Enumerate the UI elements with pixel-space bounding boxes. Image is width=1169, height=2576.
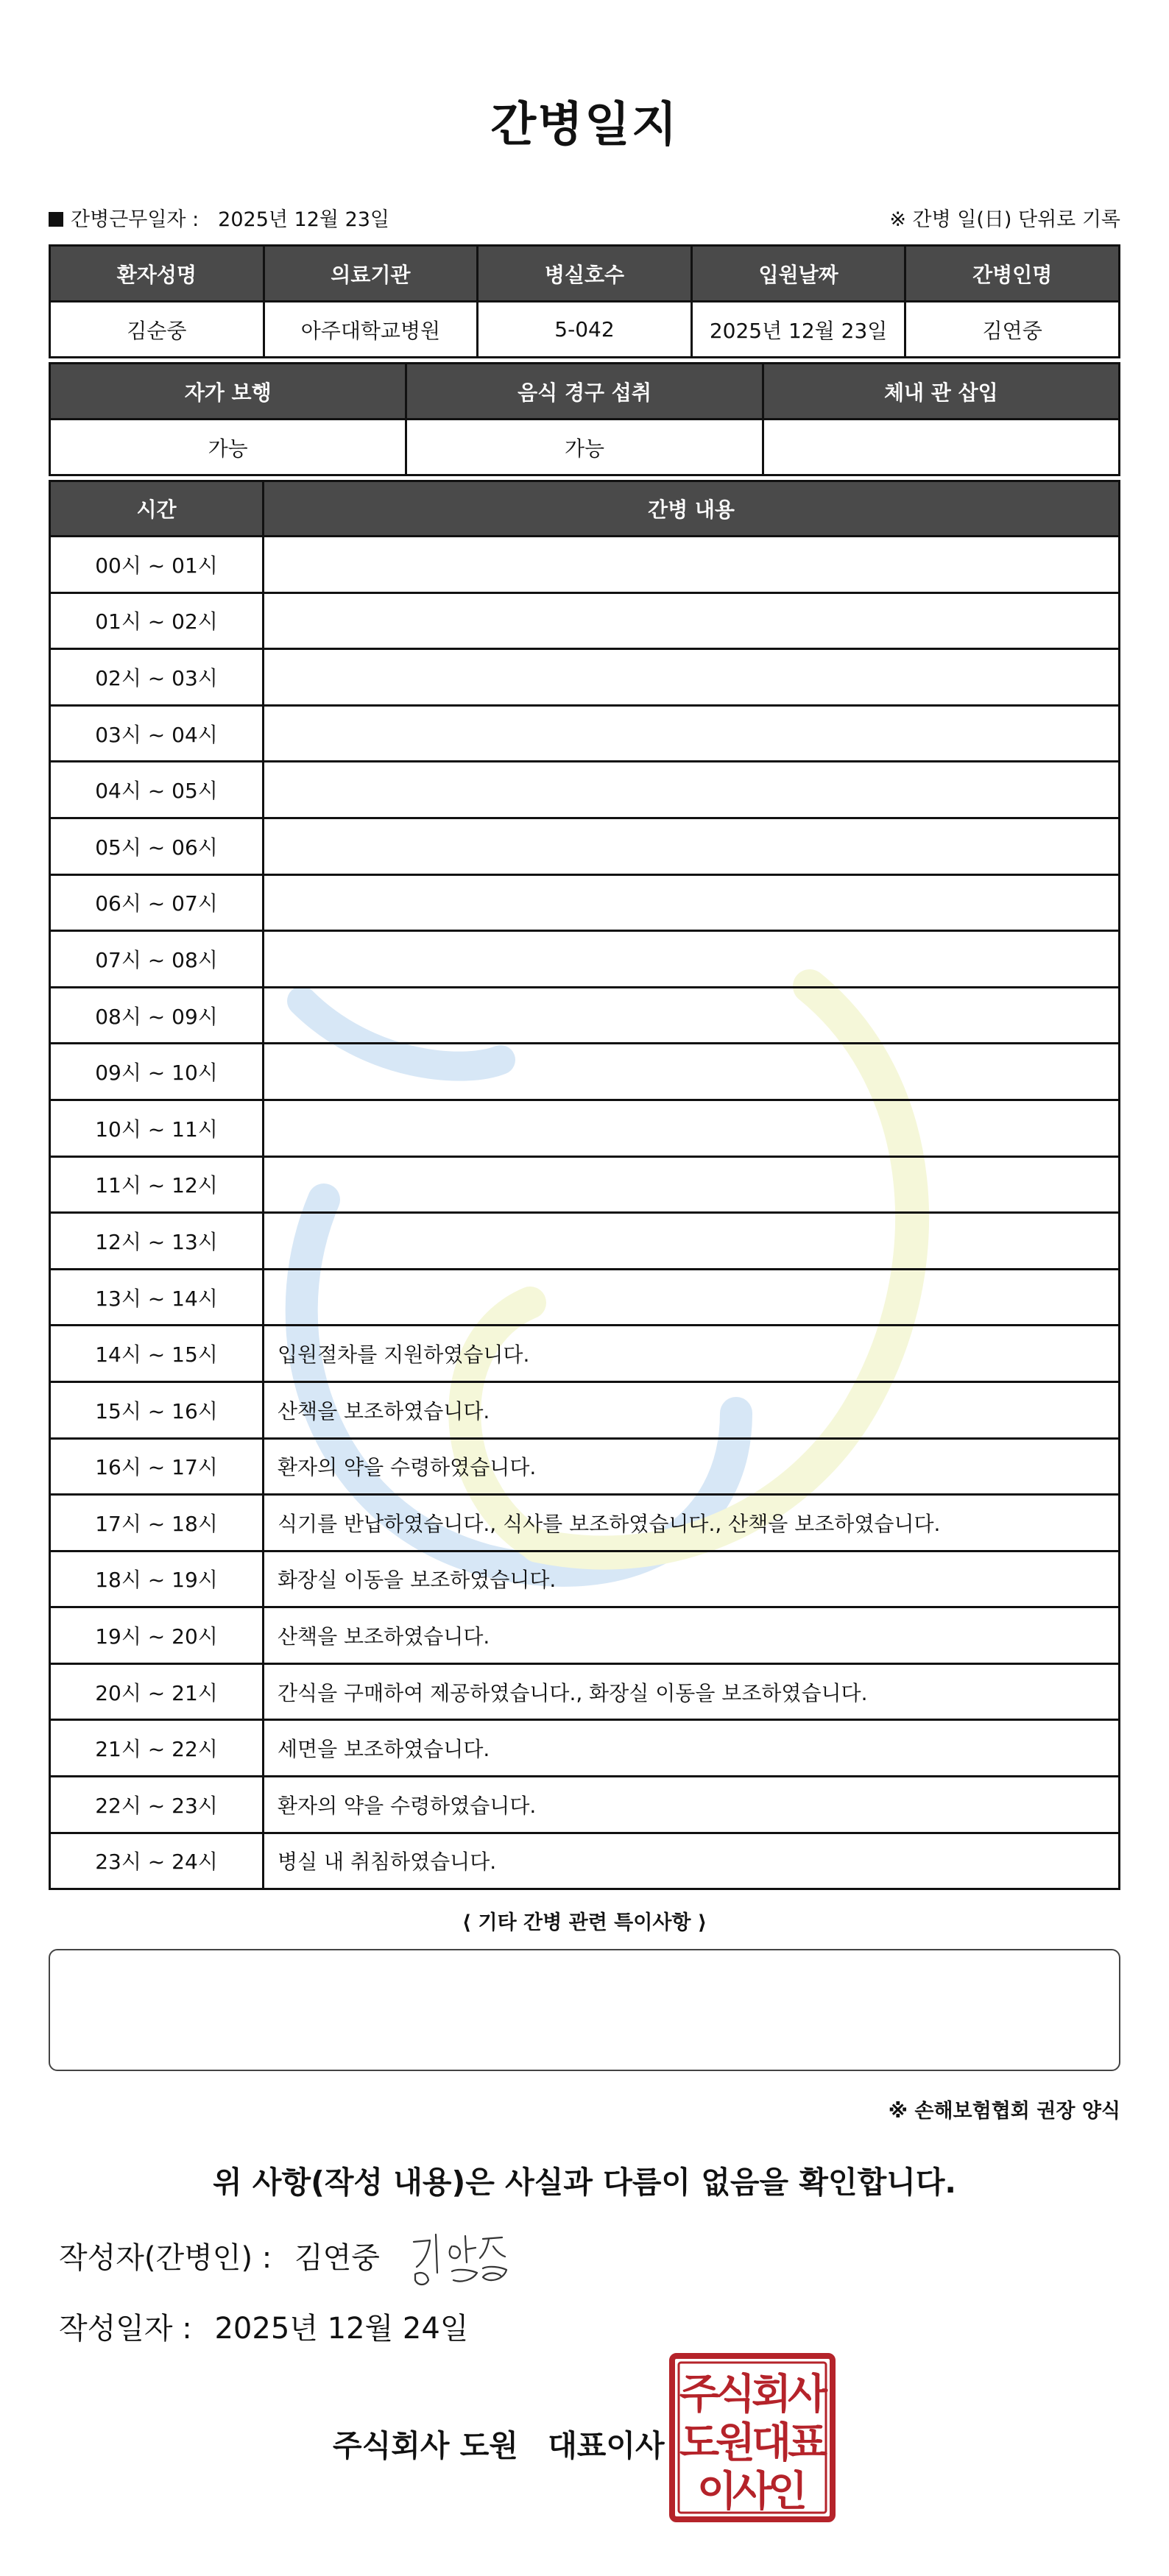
time-cell: 00시 ~ 01시	[50, 537, 264, 593]
care-content-cell	[264, 1213, 1120, 1270]
time-cell: 12시 ~ 13시	[50, 1213, 264, 1270]
caregiver-name-cell: 김연중	[905, 302, 1120, 358]
time-cell: 20시 ~ 21시	[50, 1663, 264, 1720]
header-tube-insertion: 체내 관 삽입	[763, 364, 1119, 420]
care-content-cell: 입원절차를 지원하였습니다.	[264, 1326, 1120, 1382]
table-row	[50, 1607, 1120, 1664]
table-row	[50, 420, 1120, 475]
svg-text:주: 주	[679, 2371, 720, 2418]
time-cell: 16시 ~ 17시	[50, 1438, 264, 1495]
header-admission-date: 입원날짜	[691, 246, 905, 302]
time-cell: 10시 ~ 11시	[50, 1100, 264, 1156]
writer-name: 김연중	[294, 2241, 380, 2275]
svg-text:인: 인	[767, 2468, 808, 2516]
header-hospital: 의료기관	[264, 246, 478, 302]
time-cell: 09시 ~ 10시	[50, 1044, 264, 1100]
table-row	[50, 302, 1120, 358]
care-content-cell	[264, 705, 1120, 762]
svg-text:대: 대	[751, 2419, 792, 2467]
time-cell: 06시 ~ 07시	[50, 874, 264, 931]
time-cell: 19시 ~ 20시	[50, 1607, 264, 1664]
time-cell: 18시 ~ 19시	[50, 1551, 264, 1607]
table-row	[50, 931, 1120, 988]
table-row	[50, 649, 1120, 706]
oral-intake-cell: 가능	[406, 420, 763, 475]
care-content-cell	[264, 649, 1120, 706]
writer-label: 작성자(간병인) :	[59, 2241, 272, 2275]
room-number-cell: 5-042	[478, 302, 692, 358]
write-date-value: 2025년 12월 24일	[214, 2312, 469, 2346]
care-content-cell: 식기를 반납하였습니다., 식사를 보조하였습니다., 산책을 보조하였습니다.	[264, 1495, 1120, 1551]
table-row	[50, 1495, 1120, 1551]
tube-insertion-cell	[763, 420, 1119, 475]
time-cell: 17시 ~ 18시	[50, 1495, 264, 1551]
table-row	[50, 1156, 1120, 1213]
time-cell: 02시 ~ 03시	[50, 649, 264, 706]
time-cell: 05시 ~ 06시	[50, 818, 264, 874]
record-unit-note: ※ 간병 일(日) 단위로 기록	[889, 208, 1120, 231]
table-row	[50, 1663, 1120, 1720]
time-cell: 23시 ~ 24시	[50, 1833, 264, 1889]
company-title: 대표이사	[548, 2428, 665, 2463]
svg-text:사: 사	[787, 2371, 828, 2418]
table-row	[50, 705, 1120, 762]
square-bullet-icon	[49, 212, 63, 227]
care-content-cell	[264, 874, 1120, 931]
care-content-cell: 산책을 보조하였습니다.	[264, 1607, 1120, 1664]
patient-info-table	[49, 244, 1120, 358]
handwritten-signature	[406, 2229, 517, 2295]
care-content-cell	[264, 1100, 1120, 1156]
table-row	[50, 1551, 1120, 1607]
table-row	[50, 1213, 1120, 1270]
care-content-cell	[264, 1044, 1120, 1100]
care-content-cell: 병실 내 취침하였습니다.	[264, 1833, 1120, 1889]
svg-text:표: 표	[787, 2419, 828, 2467]
table-header-row	[50, 481, 1120, 537]
time-cell: 22시 ~ 23시	[50, 1777, 264, 1833]
self-walking-cell: 가능	[50, 420, 406, 475]
admission-date-cell: 2025년 12월 23일	[691, 302, 905, 358]
table-row	[50, 1100, 1120, 1156]
svg-text:이: 이	[696, 2468, 738, 2516]
care-content-cell: 환자의 약을 수령하였습니다.	[264, 1438, 1120, 1495]
care-log-body	[50, 537, 1120, 1889]
care-content-cell	[264, 987, 1120, 1044]
notes-box	[49, 1949, 1120, 2071]
table-header-row	[50, 246, 1120, 302]
time-cell: 14시 ~ 15시	[50, 1326, 264, 1382]
care-content-cell	[264, 762, 1120, 818]
notes-title: ⟨ 기타 간병 관련 특이사항 ⟩	[462, 1911, 707, 1934]
care-content-cell: 환자의 약을 수령하였습니다.	[264, 1777, 1120, 1833]
care-content-cell: 세면을 보조하였습니다.	[264, 1720, 1120, 1777]
time-cell: 04시 ~ 05시	[50, 762, 264, 818]
work-date-line	[49, 203, 389, 232]
header-self-walking: 자가 보행	[50, 364, 406, 420]
svg-text:회: 회	[751, 2371, 792, 2418]
svg-text:사: 사	[732, 2468, 773, 2516]
time-cell: 03시 ~ 04시	[50, 705, 264, 762]
header-time: 시간	[50, 481, 264, 537]
work-date-label: 간병근무일자 :	[71, 208, 199, 231]
time-cell: 21시 ~ 22시	[50, 1720, 264, 1777]
care-content-cell	[264, 537, 1120, 593]
table-row	[50, 1720, 1120, 1777]
time-cell: 01시 ~ 02시	[50, 592, 264, 649]
svg-text:원: 원	[715, 2419, 756, 2467]
care-content-cell	[264, 1156, 1120, 1213]
write-date-label: 작성일자 :	[59, 2312, 192, 2346]
table-row	[50, 592, 1120, 649]
care-content-cell	[264, 592, 1120, 649]
header-care-content: 간병 내용	[264, 481, 1120, 537]
table-row	[50, 818, 1120, 874]
company-name: 주식회사 도원	[333, 2428, 518, 2463]
table-row	[50, 1777, 1120, 1833]
table-row	[50, 1044, 1120, 1100]
table-row	[50, 762, 1120, 818]
write-date-line	[59, 2305, 468, 2347]
table-row	[50, 1438, 1120, 1495]
care-content-cell	[264, 1269, 1120, 1326]
care-content-cell: 간식을 구매하여 제공하였습니다., 화장실 이동을 보조하였습니다.	[264, 1663, 1120, 1720]
time-cell: 11시 ~ 12시	[50, 1156, 264, 1213]
table-header-row	[50, 364, 1120, 420]
form-source-note: ※ 손해보험협회 권장 양식	[888, 2100, 1120, 2123]
svg-text:도: 도	[679, 2419, 720, 2467]
time-cell: 15시 ~ 16시	[50, 1381, 264, 1438]
table-row	[50, 537, 1120, 593]
company-signatory	[333, 2421, 665, 2465]
table-row	[50, 874, 1120, 931]
table-row	[50, 1326, 1120, 1382]
confirmation-statement: 위 사항(작성 내용)은 사실과 다름이 없음을 확인합니다.	[212, 2165, 957, 2200]
svg-text:식: 식	[715, 2371, 756, 2418]
table-row	[50, 1269, 1120, 1326]
care-content-cell: 화장실 이동을 보조하였습니다.	[264, 1551, 1120, 1607]
patient-name-cell: 김순중	[50, 302, 264, 358]
time-cell: 08시 ~ 09시	[50, 987, 264, 1044]
patient-status-table	[49, 362, 1120, 476]
header-patient-name: 환자성명	[50, 246, 264, 302]
company-seal-stamp	[668, 2352, 836, 2523]
document-title: 간병일지	[490, 98, 679, 152]
hospital-cell: 아주대학교병원	[264, 302, 478, 358]
header-room-number: 병실호수	[478, 246, 692, 302]
header-oral-intake: 음식 경구 섭취	[406, 364, 763, 420]
writer-line	[59, 2234, 380, 2276]
table-row	[50, 1833, 1120, 1889]
time-cell: 07시 ~ 08시	[50, 931, 264, 988]
care-content-cell: 산책을 보조하였습니다.	[264, 1381, 1120, 1438]
time-cell: 13시 ~ 14시	[50, 1269, 264, 1326]
header-caregiver-name: 간병인명	[905, 246, 1120, 302]
care-log-table	[49, 480, 1120, 1890]
care-content-cell	[264, 931, 1120, 988]
table-row	[50, 1381, 1120, 1438]
table-row	[50, 987, 1120, 1044]
care-content-cell	[264, 818, 1120, 874]
work-date-value: 2025년 12월 23일	[218, 208, 390, 231]
